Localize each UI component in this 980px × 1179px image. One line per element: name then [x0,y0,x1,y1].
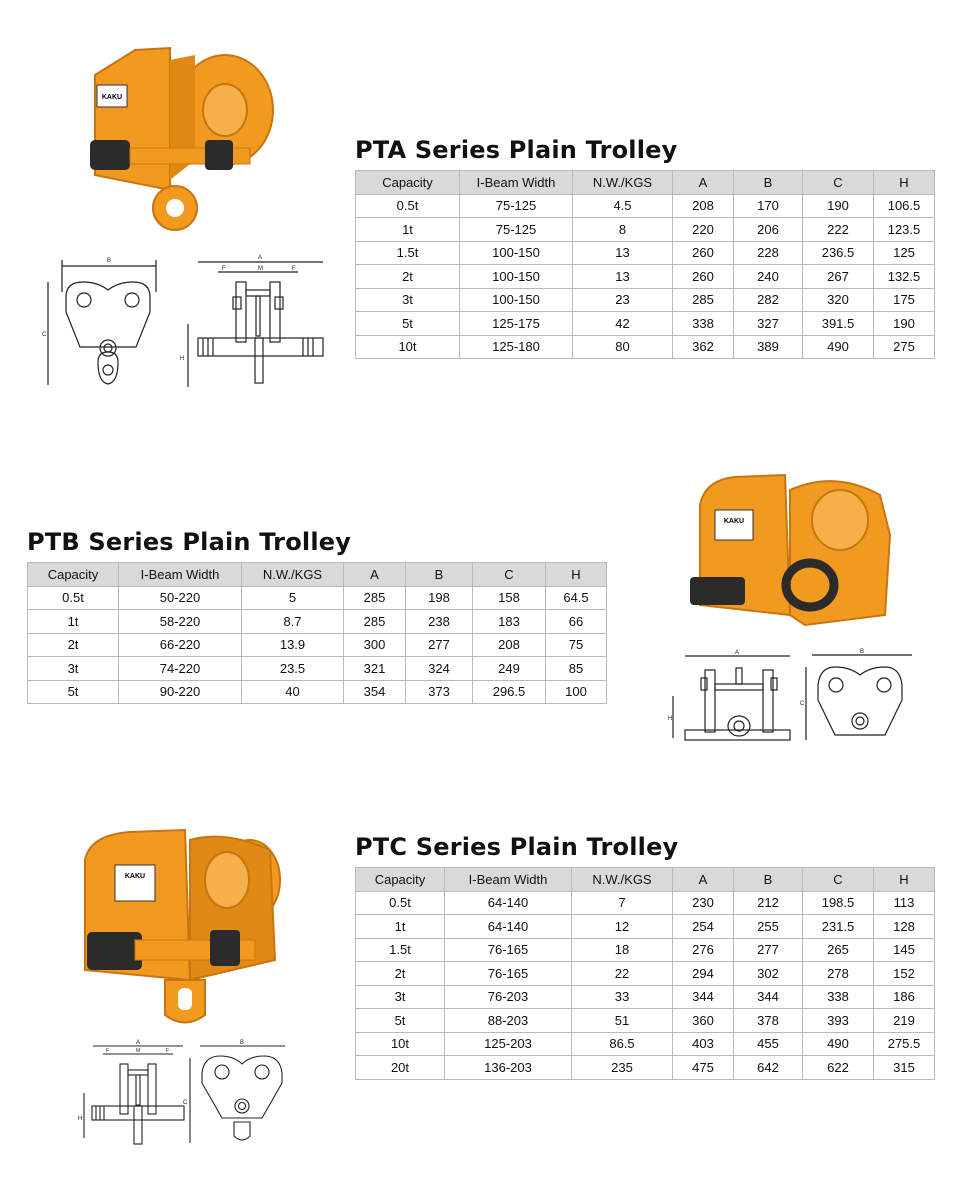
cell: 360 [673,1009,734,1033]
cell: 64-140 [445,915,572,939]
dim-label-b: B [106,258,112,264]
table-row [356,938,935,962]
table-row [28,610,607,634]
header-net-weight: N.W./KGS [572,868,673,892]
ptc-photo [75,820,290,1030]
cell: 255 [734,915,803,939]
table-row [356,265,935,289]
cell: 208 [473,633,546,657]
cell: 128 [874,915,935,939]
cell: 277 [406,633,473,657]
table-row [356,241,935,265]
cell: 0.5t [356,891,445,915]
cell: 282 [734,288,803,312]
cell: 90-220 [119,680,242,704]
header-c: C [803,171,874,195]
side-view-diagram-icon [800,645,918,750]
cell: 338 [673,312,734,336]
table-row [356,1032,935,1056]
table-row [356,1056,935,1080]
cell: 1t [28,610,119,634]
cell: 8 [573,218,673,242]
cell: 125-203 [445,1032,572,1056]
cell: 100-150 [460,241,573,265]
cell: 285 [344,586,406,610]
dim-label-a: A [734,650,740,656]
cell: 42 [573,312,673,336]
cell: 145 [874,938,935,962]
cell: 76-165 [445,962,572,986]
cell: 344 [734,985,803,1009]
cell: 183 [473,610,546,634]
dim-label-a: A [135,1040,141,1046]
cell: 123.5 [874,218,935,242]
cell: 300 [344,633,406,657]
table-row [356,218,935,242]
table-row [356,962,935,986]
header-ibeam-width: I-Beam Width [445,868,572,892]
table-row [356,335,935,359]
cell: 40 [242,680,344,704]
dim-label-m: M [136,1048,141,1054]
cell: 74-220 [119,657,242,681]
cell: 212 [734,891,803,915]
front-view-diagram-icon [665,648,800,763]
cell: 302 [734,962,803,986]
cell: 7 [572,891,673,915]
cell: 1.5t [356,938,445,962]
header-c: C [473,563,546,587]
cell: 1.5t [356,241,460,265]
cell: 231.5 [803,915,874,939]
cell: 86.5 [572,1032,673,1056]
cell: 338 [803,985,874,1009]
header-h: H [874,868,935,892]
cell: 622 [803,1056,874,1080]
cell: 3t [356,288,460,312]
cell: 12 [572,915,673,939]
label-plate-text: KAKU [124,873,146,880]
front-view-diagram-icon [178,252,328,392]
dim-label-c: C [42,332,47,338]
dim-label-c: C [183,1100,188,1106]
cell: 3t [356,985,445,1009]
table-row [356,194,935,218]
cell: 240 [734,265,803,289]
cell: 13 [573,265,673,289]
header-a: A [673,868,734,892]
table-row [28,633,607,657]
cell: 100-150 [460,265,573,289]
trolley-photo-icon [75,40,275,235]
cell: 66 [546,610,607,634]
dim-label-b: B [239,1040,245,1046]
label-plate-text: KAKU [723,518,745,525]
header-ibeam-width: I-Beam Width [119,563,242,587]
dim-label-b: B [859,649,865,655]
cell: 10t [356,1032,445,1056]
trolley-photo-icon [685,465,900,640]
ptc-table-header-row [356,868,935,892]
cell: 75-125 [460,194,573,218]
cell: 296.5 [473,680,546,704]
dim-label-f-left: F [106,1048,110,1054]
dim-label-f-right: F [166,1048,170,1054]
cell: 219 [874,1009,935,1033]
dim-label-c: C [800,701,805,707]
cell: 5t [356,1009,445,1033]
cell: 490 [803,1032,874,1056]
header-b: B [406,563,473,587]
cell: 190 [803,194,874,218]
trolley-photo-icon [75,820,290,1030]
cell: 0.5t [28,586,119,610]
table-row [356,288,935,312]
cell: 260 [673,241,734,265]
front-view-diagram-icon [78,1038,188,1148]
cell: 50-220 [119,586,242,610]
cell: 393 [803,1009,874,1033]
cell: 642 [734,1056,803,1080]
header-h: H [874,171,935,195]
ptc-title: PTC Series Plain Trolley [355,833,679,861]
cell: 249 [473,657,546,681]
pta-title: PTA Series Plain Trolley [355,136,678,164]
cell: 23.5 [242,657,344,681]
cell: 276 [673,938,734,962]
cell: 294 [673,962,734,986]
cell: 76-203 [445,985,572,1009]
cell: 132.5 [874,265,935,289]
cell: 403 [673,1032,734,1056]
cell: 220 [673,218,734,242]
cell: 5 [242,586,344,610]
cell: 455 [734,1032,803,1056]
cell: 238 [406,610,473,634]
cell: 33 [572,985,673,1009]
cell: 260 [673,265,734,289]
header-b: B [734,868,803,892]
dim-label-f-right: F [292,266,296,272]
header-b: B [734,171,803,195]
cell: 275 [874,335,935,359]
cell: 4.5 [573,194,673,218]
cell: 100 [546,680,607,704]
cell: 5t [28,680,119,704]
header-net-weight: N.W./KGS [242,563,344,587]
ptc-table [355,867,935,1080]
cell: 85 [546,657,607,681]
cell: 152 [874,962,935,986]
pta-drawing-front [178,252,328,392]
cell: 285 [344,610,406,634]
cell: 362 [673,335,734,359]
dim-label-a: A [257,255,263,261]
cell: 64-140 [445,891,572,915]
cell: 64.5 [546,586,607,610]
cell: 158 [473,586,546,610]
cell: 206 [734,218,803,242]
table-row [28,680,607,704]
table-row [356,915,935,939]
cell: 267 [803,265,874,289]
cell: 0.5t [356,194,460,218]
cell: 373 [406,680,473,704]
cell: 324 [406,657,473,681]
header-ibeam-width: I-Beam Width [460,171,573,195]
cell: 170 [734,194,803,218]
cell: 235 [572,1056,673,1080]
cell: 22 [572,962,673,986]
cell: 23 [573,288,673,312]
cell: 100-150 [460,288,573,312]
dim-label-m: M [258,266,263,272]
header-c: C [803,868,874,892]
cell: 278 [803,962,874,986]
cell: 265 [803,938,874,962]
cell: 8.7 [242,610,344,634]
cell: 80 [573,335,673,359]
cell: 198.5 [803,891,874,915]
cell: 76-165 [445,938,572,962]
cell: 228 [734,241,803,265]
cell: 378 [734,1009,803,1033]
cell: 75 [546,633,607,657]
dim-label-h: H [78,1116,83,1122]
cell: 190 [874,312,935,336]
cell: 125-180 [460,335,573,359]
table-row [356,891,935,915]
cell: 20t [356,1056,445,1080]
ptb-table [27,562,607,704]
cell: 125 [874,241,935,265]
cell: 88-203 [445,1009,572,1033]
cell: 5t [356,312,460,336]
table-row [356,312,935,336]
cell: 236.5 [803,241,874,265]
header-a: A [673,171,734,195]
ptc-drawing-side [180,1038,290,1148]
header-h: H [546,563,607,587]
cell: 2t [356,962,445,986]
cell: 277 [734,938,803,962]
header-capacity: Capacity [356,171,460,195]
table-row [28,657,607,681]
ptb-drawing-front [665,648,800,763]
cell: 13.9 [242,633,344,657]
cell: 136-203 [445,1056,572,1080]
cell: 13 [573,241,673,265]
cell: 208 [673,194,734,218]
cell: 75-125 [460,218,573,242]
label-plate-text: KAKU [101,94,123,101]
cell: 354 [344,680,406,704]
header-capacity: Capacity [28,563,119,587]
ptb-photo [685,465,900,640]
cell: 254 [673,915,734,939]
cell: 327 [734,312,803,336]
table-row [28,586,607,610]
cell: 125-175 [460,312,573,336]
cell: 475 [673,1056,734,1080]
side-view-diagram-icon [38,252,163,392]
header-capacity: Capacity [356,868,445,892]
pta-photo [75,40,275,235]
ptb-title: PTB Series Plain Trolley [27,528,352,556]
cell: 320 [803,288,874,312]
cell: 175 [874,288,935,312]
dim-label-f-left: F [222,266,226,272]
cell: 321 [344,657,406,681]
cell: 2t [356,265,460,289]
header-net-weight: N.W./KGS [573,171,673,195]
dim-label-h: H [668,716,673,722]
cell: 51 [572,1009,673,1033]
pta-drawing-side [38,252,163,392]
cell: 18 [572,938,673,962]
header-a: A [344,563,406,587]
cell: 2t [28,633,119,657]
cell: 186 [874,985,935,1009]
cell: 10t [356,335,460,359]
cell: 113 [874,891,935,915]
cell: 344 [673,985,734,1009]
cell: 198 [406,586,473,610]
cell: 315 [874,1056,935,1080]
pta-table [355,170,935,359]
table-row [356,985,935,1009]
cell: 230 [673,891,734,915]
ptb-table-header-row [28,563,607,587]
cell: 58-220 [119,610,242,634]
ptc-drawing-front [78,1038,188,1148]
cell: 490 [803,335,874,359]
cell: 66-220 [119,633,242,657]
dim-label-h: H [180,356,185,362]
cell: 389 [734,335,803,359]
side-view-diagram-icon [180,1038,290,1148]
cell: 106.5 [874,194,935,218]
cell: 1t [356,915,445,939]
cell: 275.5 [874,1032,935,1056]
cell: 3t [28,657,119,681]
cell: 222 [803,218,874,242]
ptb-drawing-side [800,645,918,750]
pta-table-header-row [356,171,935,195]
cell: 391.5 [803,312,874,336]
cell: 1t [356,218,460,242]
cell: 285 [673,288,734,312]
table-row [356,1009,935,1033]
